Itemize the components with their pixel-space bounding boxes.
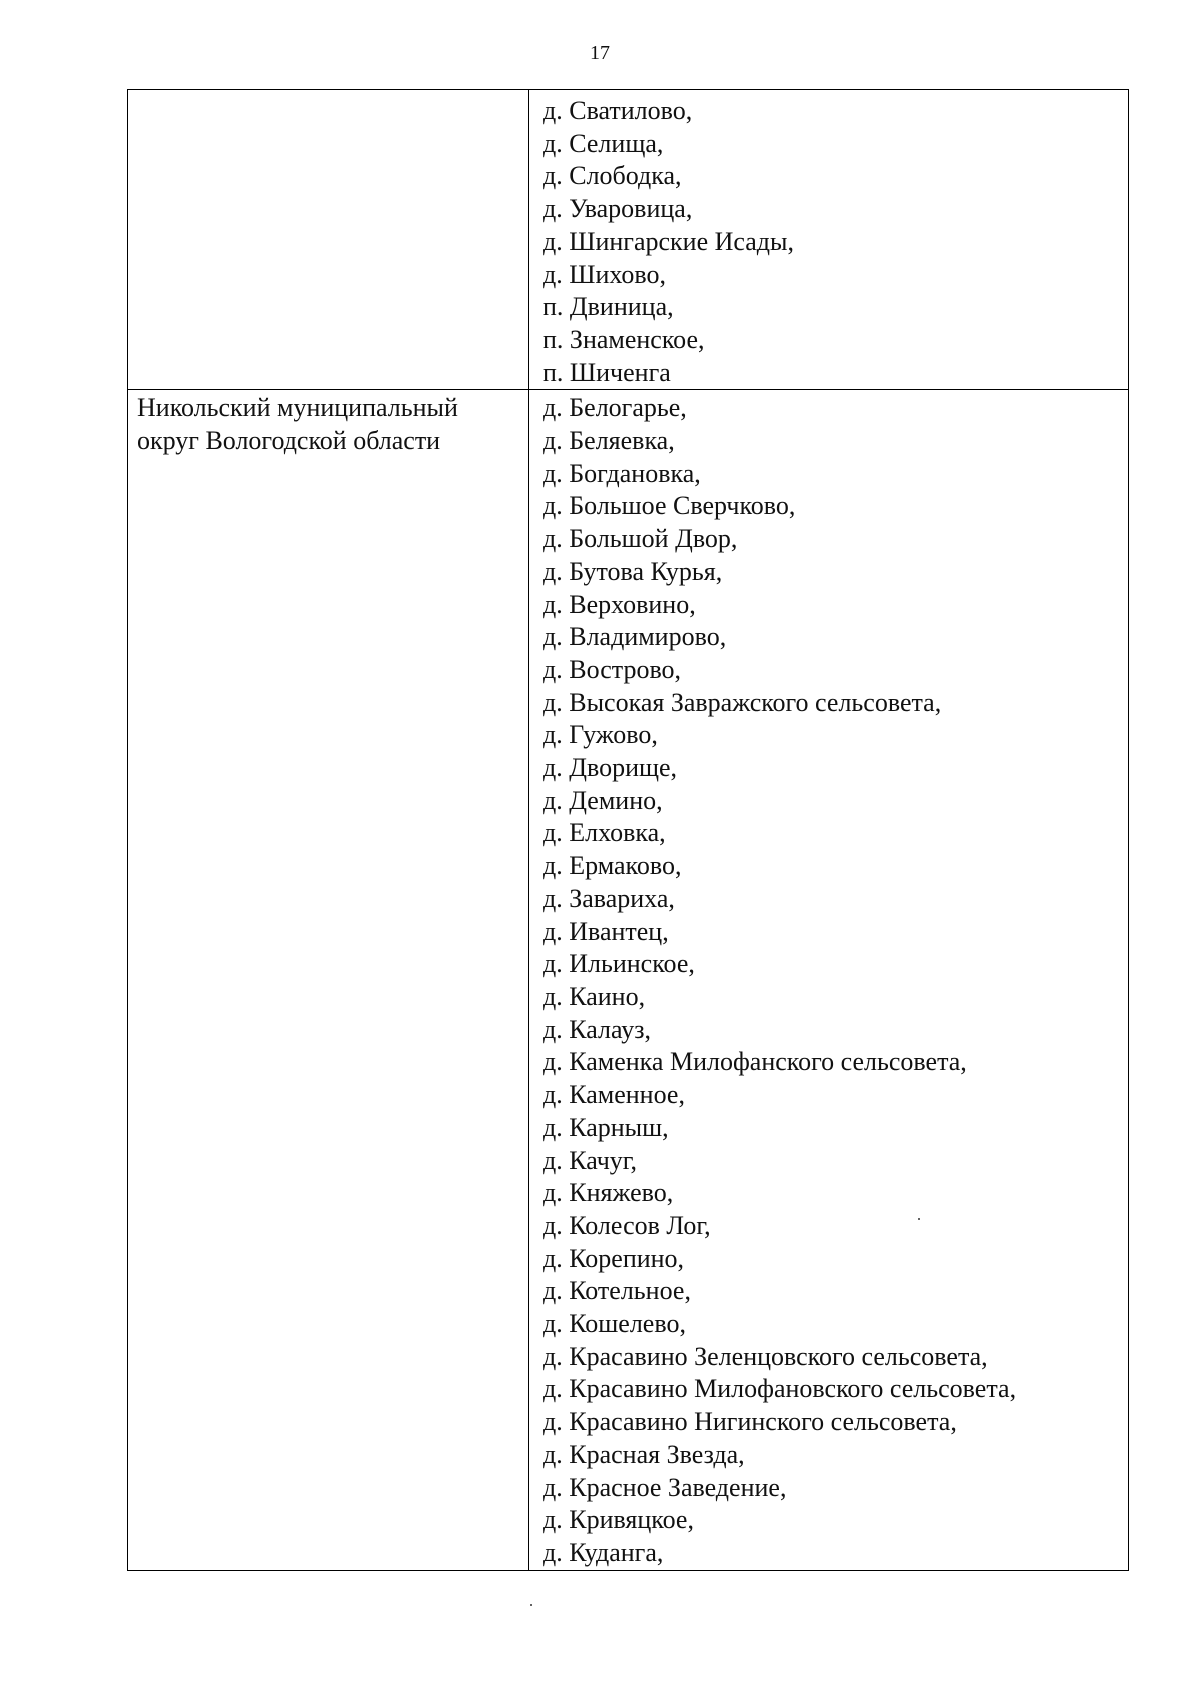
settlement-item: д. Бутова Курья, xyxy=(543,556,723,586)
settlement-item: д. Высокая Завражского сельсовета, xyxy=(543,687,942,717)
settlements-table xyxy=(127,89,1129,1571)
settlement-item: д. Ивантец, xyxy=(543,916,669,946)
settlement-item: д. Белогарье, xyxy=(543,393,687,423)
settlement-item: д. Завариха, xyxy=(543,883,675,913)
scan-speck xyxy=(530,1604,532,1606)
district-name xyxy=(137,392,522,457)
settlement-item: д. Каино, xyxy=(543,981,646,1011)
table-row xyxy=(128,90,1129,390)
district-cell xyxy=(128,390,529,1570)
scan-speck xyxy=(918,1218,920,1220)
settlement-item: д. Большой Двор, xyxy=(543,524,738,554)
settlement-item: д. Сватилово, xyxy=(543,96,693,125)
settlement-item: д. Елховка, xyxy=(543,818,666,848)
table-row xyxy=(128,390,1129,1570)
settlement-item: д. Качуг, xyxy=(543,1145,638,1175)
settlement-item: д. Уваровица, xyxy=(543,194,693,224)
settlement-list xyxy=(543,95,1120,389)
settlement-item: п. Знаменское, xyxy=(543,324,705,354)
settlement-item: д. Демино, xyxy=(543,785,663,815)
settlement-item: д. Каменное, xyxy=(543,1080,685,1110)
settlement-item: д. Карныш, xyxy=(543,1112,669,1142)
settlements-cell xyxy=(529,390,1129,1570)
settlement-item: д. Красавино Зеленцовского сельсовета, xyxy=(543,1341,988,1371)
settlement-item: д. Дворище, xyxy=(543,753,678,783)
settlement-item: д. Большое Сверчково, xyxy=(543,491,796,521)
settlement-item: д. Красная Звезда, xyxy=(543,1439,745,1469)
settlement-item: д. Каменка Милофанского сельсовета, xyxy=(543,1047,967,1077)
settlement-item: д. Ермаково, xyxy=(543,851,682,881)
district-name-line: Никольский муниципальный xyxy=(137,393,458,423)
settlement-item: д. Котельное, xyxy=(543,1276,691,1306)
district-cell xyxy=(128,90,529,390)
settlement-item: п. Двиница, xyxy=(543,292,674,322)
settlement-item: д. Слободка, xyxy=(543,161,682,191)
settlement-item: д. Гужово, xyxy=(543,720,658,750)
settlement-item: д. Красавино Нигинского сельсовета, xyxy=(543,1407,957,1437)
settlement-item: д. Ильинское, xyxy=(543,949,695,979)
settlement-item: д. Беляевка, xyxy=(543,426,675,456)
settlement-item: д. Владимирово, xyxy=(543,622,727,652)
settlement-item: п. Шиченга xyxy=(543,357,671,387)
settlement-item: д. Шихово, xyxy=(543,259,666,289)
settlement-item: д. Богдановка, xyxy=(543,458,701,488)
settlement-item: д. Красавино Милофановского сельсовета, xyxy=(543,1374,1017,1404)
settlement-item: д. Кошелево, xyxy=(543,1309,686,1339)
settlement-item: д. Красное Заведение, xyxy=(543,1472,787,1502)
settlement-item: д. Верховино, xyxy=(543,589,696,619)
page-number: 17 xyxy=(590,42,610,64)
settlement-item: д. Кривяцкое, xyxy=(543,1505,694,1535)
settlement-item: д. Княжево, xyxy=(543,1178,674,1208)
settlement-list xyxy=(543,392,1120,1569)
settlement-item: д. Колесов Лог, xyxy=(543,1210,711,1240)
settlement-item: д. Корепино, xyxy=(543,1243,685,1273)
settlement-item: д. Селища, xyxy=(543,128,664,158)
settlement-item: д. Калауз, xyxy=(543,1014,651,1044)
settlement-item: д. Шингарские Исады, xyxy=(543,226,794,256)
settlements-cell xyxy=(529,90,1129,390)
district-name-line: округ Вологодской области xyxy=(137,426,441,456)
settlement-item: д. Куданга, xyxy=(543,1537,664,1567)
settlement-item: д. Вострово, xyxy=(543,654,682,684)
